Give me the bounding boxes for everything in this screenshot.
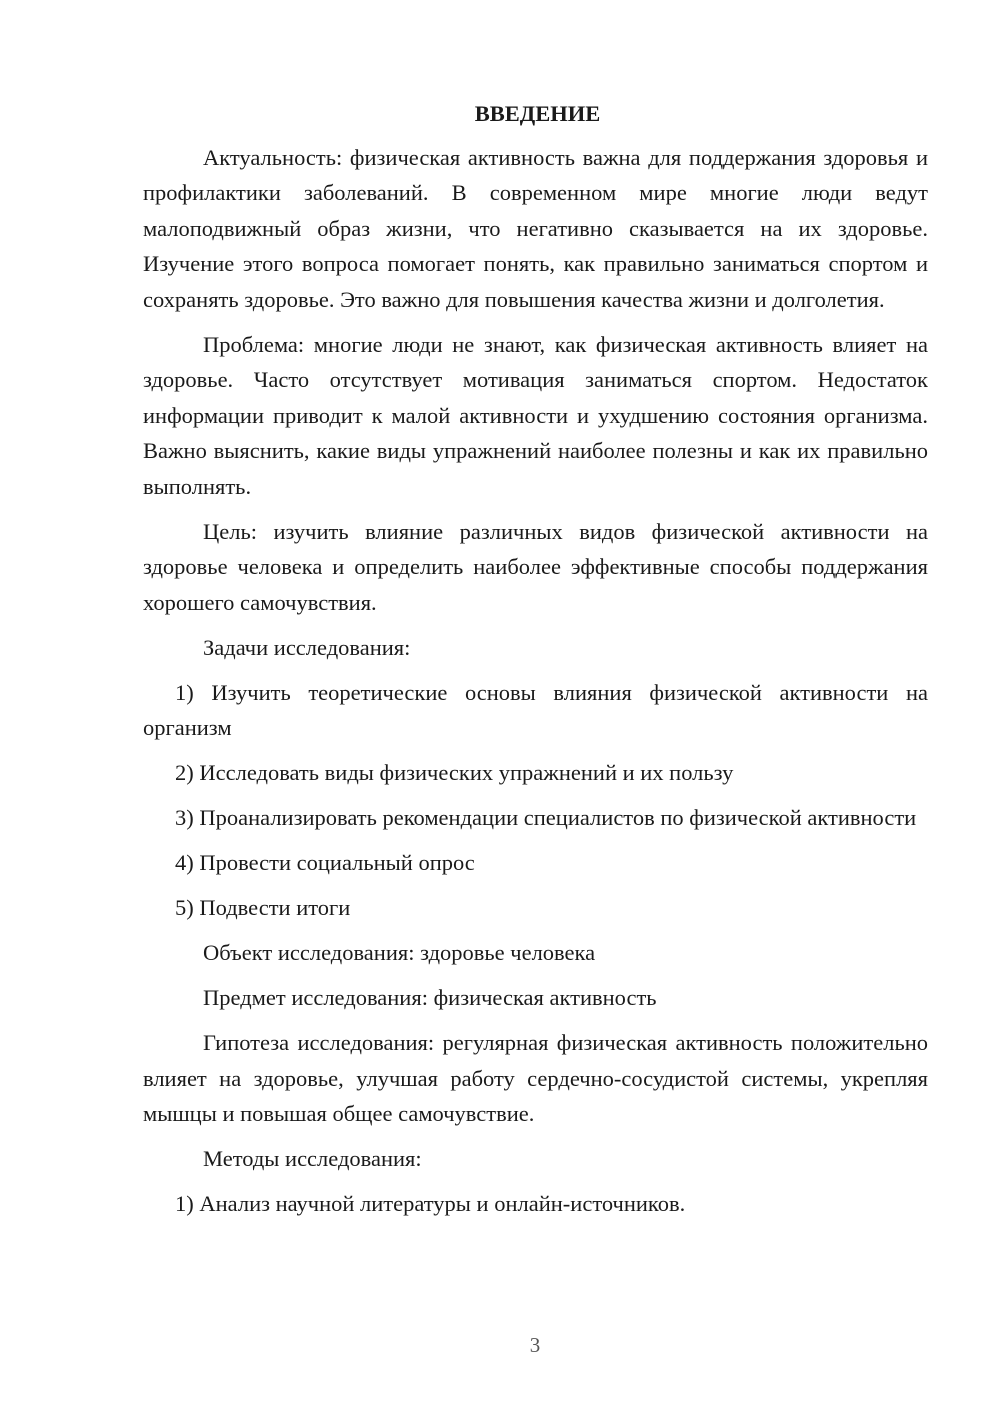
task-item-5: 5) Подвести итоги bbox=[175, 895, 351, 920]
tasks-heading: Задачи исследования: bbox=[203, 634, 411, 660]
hypothesis-paragraph: Гипотеза исследования: регулярная физическая активность положительно влияет на здоровье, улучшая работу сердечно-сосудистой системы, укрепляя мышцы и повышая общее самочувствие. bbox=[143, 1030, 928, 1126]
research-object: Объект исследования: здоровье человека bbox=[203, 940, 596, 965]
problem-paragraph: Проблема: многие люди не знают, как физическая активность влияет на здоровье. Часто отсутствует мотивация заниматься спортом. Недостаток информации приводит к малой активности и ухудшению состояния организма. Важно выяснить, какие виды упражнений наиболее полезны и как их правильно выполнять. bbox=[143, 331, 928, 499]
document-body bbox=[143, 96, 928, 1231]
task-item-1: 1) Изучить теоретические основы влияния физической активности на организм bbox=[143, 679, 928, 740]
methods-heading: Методы исследования: bbox=[203, 1146, 422, 1171]
task-item-4: 4) Провести социальный опрос bbox=[175, 850, 475, 875]
research-subject: Предмет исследования: физическая активность bbox=[203, 985, 657, 1010]
goal-paragraph: Цель: изучить влияние различных видов физической активности на здоровье человека и определить наиболее эффективные способы поддержания хорошего самочувствия. bbox=[143, 518, 928, 615]
method-item-1: 1) Анализ научной литературы и онлайн-источников. bbox=[175, 1191, 686, 1216]
relevance-paragraph: Актуальность: физическая активность важна для поддержания здоровья и профилактики заболеваний. В современном мире многие люди ведут малоподвижный образ жизни, что негативно сказывается на их здоровье. Изучение этого вопроса помогает понять, как правильно заниматься спортом и сохранять здоровье. Это важно для повышения качества жизни и долголетия. bbox=[143, 144, 928, 312]
task-item-2: 2) Исследовать виды физических упражнений и их пользу bbox=[175, 760, 734, 785]
page-number: 3 bbox=[529, 1333, 541, 1357]
section-title: ВВЕДЕНИЕ bbox=[474, 101, 601, 126]
task-item-3: 3) Проанализировать рекомендации специалистов по физической активности bbox=[175, 805, 917, 830]
